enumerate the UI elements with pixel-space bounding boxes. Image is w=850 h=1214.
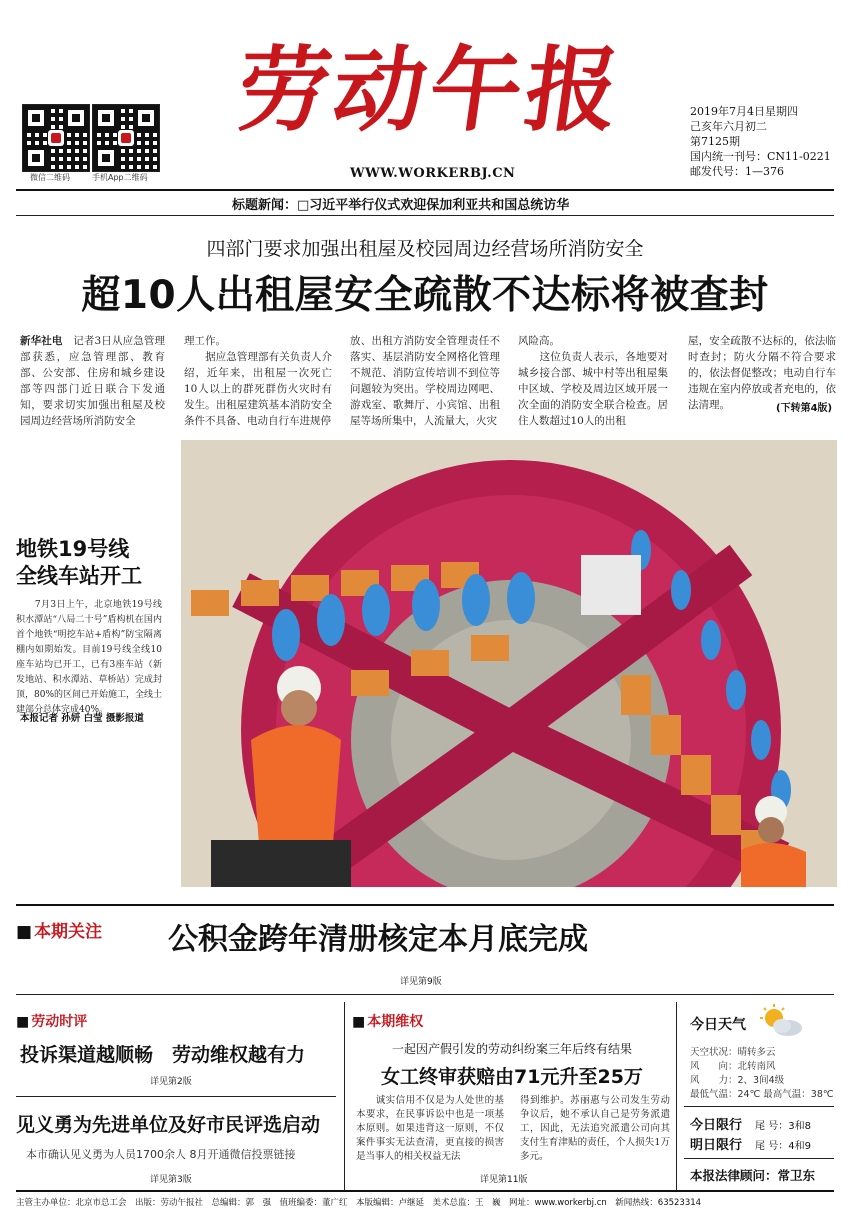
labor-review-ref[interactable]: 详见第2版 [150,1077,192,1087]
masthead-website[interactable]: WWW.WORKERBJ.CN [350,166,516,181]
legal-advisor: 本报法律顾问：常卫东 [690,1168,816,1183]
issue-lunar-date: 己亥年六月初二 [690,120,767,133]
rights-kicker: 一起因产假引发的劳动纠纷案三年后终有结果 [391,1042,632,1056]
masthead-rule [16,189,834,191]
focus-rule [16,904,834,906]
rights-column-2: 得到维护。苏丽惠与公司发生劳动争议后，她不承认自己是劳务派遣工，因此，无法追究派遣公司向其支付生育津贴的责任，个人损失1万多元。 [520,1095,670,1162]
lead-column-3: 放、出租方消防安全管理责任不落实、基层消防安全网格化管理不规范、消防宣传培训不到位等问题较为突出。学校周边网吧、游戏室、歌舞厅、小宾馆、出租屋等场所集中，人流量大，火灾 [350,335,500,427]
traffic-rule [684,1158,834,1159]
lead-byline: 新华社电 [20,335,63,347]
wechat-qr-code[interactable] [22,104,90,172]
weather-row-temperature: 最低气温：24℃ 最高气温：38℃ [690,1089,834,1100]
lead-continue[interactable]: (下转第4版) [776,403,833,414]
focus-tag: ■ 本期关注 [16,917,102,942]
lead-headline[interactable]: 超10人出租屋安全疏散不达标将被查封 [81,273,769,318]
lead-column-5: 屋，安全疏散不达标的，依法临时查封；防火分隔不符合要求的，依法督促整改；电动自行车违规在室内停放或者充电的，依法清理。 [688,335,836,411]
column-divider-2 [676,1002,677,1190]
rights-headline[interactable]: 女工终审获赔由71元升至25万 [381,1066,643,1088]
focus-bottom-rule [16,994,834,995]
subway-credit: 本报记者 孙妍 白莹 摄影报道 [20,713,144,724]
lead-kicker: 四部门要求加强出租屋及校园周边经营场所消防安全 [206,238,644,260]
rights-ref[interactable]: 详见第11版 [480,1175,528,1185]
weather-row-wind-force: 风 力：2、3间4级 [690,1075,785,1086]
headline-news-label: 标题新闻： [232,198,298,213]
labor-review-rule [16,1096,336,1097]
weather-details [690,1046,834,1102]
headline-news-rule [16,215,834,216]
heroes-ref[interactable]: 详见第3版 [150,1175,192,1185]
masthead-logo: 劳动午报 [230,36,630,144]
traffic-tomorrow: 明日限行 尾 号：4和9 [690,1138,811,1153]
column-divider-1 [344,1002,345,1190]
subway-title[interactable]: 地铁19号线 全线车站开工 [16,537,142,588]
focus-ref[interactable]: 详见第9版 [400,977,442,987]
issue-number: 第7125期 [690,135,740,148]
rights-tag: ■ 本期维权 [352,1011,423,1031]
weather-title: 今日天气 [690,1017,746,1033]
wechat-qr-label: 微信二维码 [30,173,70,182]
focus-headline[interactable]: 公积金跨年清册核定本月底完成 [168,922,588,957]
headline-news-item[interactable]: □习近平举行仪式欢迎保加利亚共和国总统访华 [297,198,570,213]
labor-review-headline[interactable]: 投诉渠道越顺畅 劳动维权越有力 [20,1044,306,1066]
headline-news-bar [232,194,569,213]
traffic-today: 今日限行 尾 号：3和8 [690,1118,811,1133]
issue-cn-number: 国内统一刊号：CN11-0221 [690,150,831,163]
issue-postal-code: 邮发代号：1—376 [690,165,784,178]
weather-row-sky: 天空状况：晴转多云 [690,1047,776,1058]
lead-column-1: 新华社电 记者3日从应急管理部获悉，应急管理部、教育部、公安部、住房和城乡建设部等四部门近日联合下发通知，要求切实加强出租屋及校园周边经营场所消防安全 [20,335,165,427]
sun-cloud-icon [758,1004,804,1038]
weather-rule [684,1106,834,1107]
issue-date: 2019年7月4日星期四 [690,105,798,118]
footer-rule [16,1190,834,1192]
labor-review-tag: ■ 劳动时评 [16,1011,87,1031]
heroes-headline[interactable]: 见义勇为先进单位及好市民评选启动 [16,1114,321,1136]
app-qr-code[interactable] [92,104,160,172]
rights-column-1: 诚实信用不仅是为人处世的基本要求，在民事诉讼中也是一项基本原则。如果违背这一原则，不仅案件事实无法查清，更直接的损害是当事人的相关权益无法 [356,1095,504,1162]
subway-body: 7月3日上午，北京地铁19号线积水潭站“八局二十号”盾构机在国内首个地铁“明挖车站+盾构”防宝隔离棚内如期始发。目前19号线全线10座车站均已开工，已有3座车站（新发地站、积水潭站、草桥站）完成封顶，80%的区间已开始施工，全线土建部分总体完成40%。 [16,600,163,715]
weather-row-wind-direction: 风 向：北转南风 [690,1061,776,1072]
heroes-subhead: 本市确认见义勇为人员1700余人 8月开通微信投票链接 [26,1148,296,1161]
lead-column-2: 理工作。 据应急管理部有关负责人介绍，近年来，出租屋一次死亡10人以上的群死群伤火灾时有发生。出租屋建筑基本消防安全条件不具备、电动自行车进规停 [184,335,332,427]
lead-column-4: 风险高。 这位负责人表示，各地要对城乡接合部、城中村等出租屋集中区域、学校及周边区域开展一次全面的消防安全联合检查。居住人数超过10人的出租 [518,335,668,427]
app-qr-label: 手机App二维码 [92,173,148,182]
issue-info [690,104,831,179]
tunnel-boring-machine-photo [181,440,837,887]
footer-credits: 主管主办单位：北京市总工会 出版：劳动午报社 总编辑：郭 强 值班编委：董广红 本版编辑：卢继延 美术总监：王 巍 网址：www.workerbj.cn 新闻热线：63523314 [16,1198,702,1208]
